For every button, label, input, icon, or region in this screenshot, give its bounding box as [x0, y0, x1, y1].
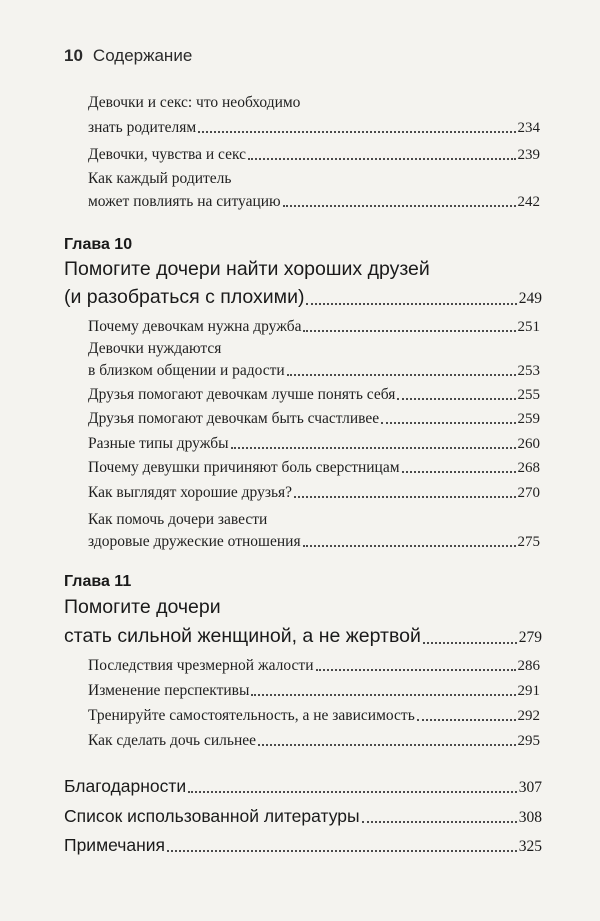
toc-entry-text: Изменение перспективы [88, 682, 250, 699]
leader-dots [402, 471, 516, 473]
toc-entry-text: Почему девушки причиняют боль сверстницам [88, 459, 400, 476]
leader-dots [303, 330, 515, 332]
back-matter-text: Список использованной литературы [64, 806, 360, 826]
leader-dots [294, 496, 515, 498]
toc-entry-text: может повлиять на ситуацию [88, 193, 281, 210]
leader-dots [417, 719, 516, 721]
leader-dots [248, 158, 515, 160]
toc-entry-page: 295 [517, 733, 540, 749]
toc-entry[interactable] [88, 707, 540, 725]
back-matter-page: 307 [518, 779, 542, 796]
toc-entry[interactable] [88, 484, 540, 502]
leader-dots [423, 642, 517, 644]
chapter-page: 249 [518, 290, 542, 307]
toc-entry-text: Почему девочкам нужна дружба [88, 318, 302, 335]
toc-entry-text: Девочки, чувства и секс [88, 146, 247, 163]
toc-entry-page: 234 [517, 120, 540, 136]
chapter-entry[interactable] [64, 286, 542, 309]
toc-entry-page: 292 [517, 708, 540, 724]
back-matter-entry[interactable] [64, 776, 542, 797]
back-matter-page: 325 [518, 838, 542, 855]
leader-dots [306, 303, 516, 305]
toc-entry-text: Тренируйте самостоятельность, а не зависимость [88, 707, 415, 724]
toc-entry-page: 251 [517, 319, 540, 335]
toc-entry-text: в близком общении и радости [88, 362, 285, 379]
toc-entry-line1: Девочки и секс: что необходимо [88, 94, 301, 111]
toc-entry-page: 253 [517, 363, 540, 379]
leader-dots [362, 821, 517, 823]
back-matter-page: 308 [518, 809, 542, 826]
toc-entry-text: Последствия чрезмерной жалости [88, 657, 314, 674]
toc-entry-page: 275 [517, 534, 540, 550]
toc-entry-page: 286 [517, 658, 540, 674]
toc-entry-page: 270 [517, 485, 540, 501]
toc-entry-page: 255 [517, 387, 540, 403]
toc-entry-page: 242 [517, 194, 540, 210]
toc-entry[interactable] [88, 318, 540, 336]
toc-entry[interactable] [88, 119, 540, 137]
leader-dots [198, 131, 515, 133]
chapter-page: 279 [518, 629, 542, 646]
toc-entry-text: знать родителям [88, 119, 197, 136]
leader-dots [231, 447, 516, 449]
chapter-label: Глава 11 [64, 573, 132, 590]
toc-entry[interactable] [88, 459, 540, 477]
chapter-title-line1: Помогите дочери [64, 596, 221, 618]
back-matter-text: Благодарности [64, 776, 187, 796]
back-matter-text: Примечания [64, 835, 166, 855]
toc-entry-page: 260 [517, 436, 540, 452]
leader-dots [258, 744, 515, 746]
toc-entry[interactable] [88, 732, 540, 750]
toc-entry[interactable] [88, 533, 540, 551]
toc-entry[interactable] [88, 386, 540, 404]
leader-dots [287, 374, 516, 376]
leader-dots [303, 545, 516, 547]
toc-entry[interactable] [88, 362, 540, 380]
running-header [64, 46, 192, 66]
leader-dots [283, 205, 516, 207]
toc-entry-page: 291 [517, 683, 540, 699]
toc-entry-page: 239 [517, 147, 540, 163]
toc-entry[interactable] [88, 682, 540, 700]
chapter-title-line1: Помогите дочери найти хороших друзей [64, 258, 430, 280]
toc-entry-text: Друзья помогают девочкам лучше понять себя [88, 386, 396, 403]
leader-dots [316, 669, 516, 671]
chapter-entry[interactable] [64, 625, 542, 648]
leader-dots [251, 694, 515, 696]
toc-entry[interactable] [88, 146, 540, 164]
toc-entry-text: Разные типы дружбы [88, 435, 229, 452]
back-matter-entry[interactable] [64, 835, 542, 856]
toc-entry-text: Друзья помогают девочкам быть счастливее [88, 410, 380, 427]
toc-entry-text: Как сделать дочь сильнее [88, 732, 257, 749]
leader-dots [397, 398, 515, 400]
chapter-title-line2: (и разобраться с плохими) [64, 286, 305, 308]
toc-entry[interactable] [88, 410, 540, 428]
chapter-label: Глава 10 [64, 236, 133, 253]
toc-entry[interactable] [88, 435, 540, 453]
page-number: 10 [64, 46, 83, 65]
back-matter-entry[interactable] [64, 806, 542, 827]
toc-entry-line1: Девочки нуждаются [88, 340, 222, 357]
leader-dots [381, 422, 515, 424]
leader-dots [167, 850, 517, 852]
toc-entry-page: 268 [517, 460, 540, 476]
toc-entry[interactable] [88, 657, 540, 675]
toc-entry-text: здоровые дружеские отношения [88, 533, 301, 550]
leader-dots [188, 791, 517, 793]
toc-entry-text: Как выглядят хорошие друзья? [88, 484, 293, 501]
toc-entry-line1: Как помочь дочери завести [88, 511, 268, 528]
toc-entry[interactable] [88, 193, 540, 211]
chapter-title-line2: стать сильной женщиной, а не жертвой [64, 625, 421, 647]
running-title: Содержание [92, 46, 193, 65]
toc-entry-page: 259 [517, 411, 540, 427]
toc-entry-line1: Как каждый родитель [88, 170, 232, 187]
